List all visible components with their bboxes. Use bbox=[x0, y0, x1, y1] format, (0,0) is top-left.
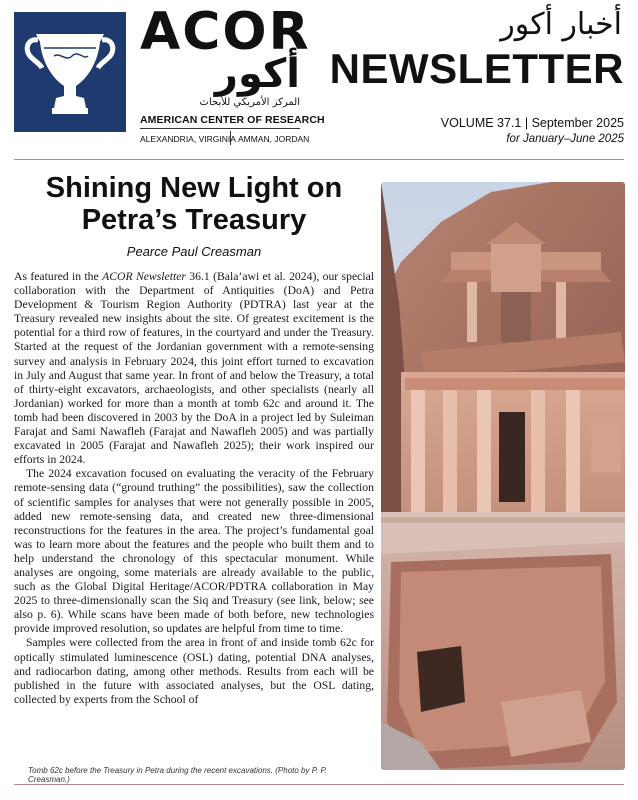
treasury-photo bbox=[381, 182, 625, 770]
article-author: Pearce Paul Creasman bbox=[126, 244, 262, 259]
newsletter-title: NEWSLETTER bbox=[329, 45, 624, 92]
greek-vase-icon bbox=[14, 12, 126, 132]
location-alexandria: ALEXANDRIA, VIRGINIA bbox=[140, 134, 236, 144]
period-info: for January–June 2025 bbox=[506, 133, 624, 145]
paragraph-3: Samples were collected from the area in front of and inside tomb 62c for optically stimulated luminescence (OSL) dating, potential DNA analyses, and radiocarbon dating, among other methods. Results from each will be published in the future with associated analyses, but the OSL dating, collected by experts from the School of bbox=[14, 636, 374, 706]
paragraph-2: The 2024 excavation focused on evaluating the veracity of the February remote-sensing data (“ground truthing” the possibilities), saw the collection of scientific samples for analyses that were not generally possible in 2005, added new remote-sensing data, and created new three-dimensional reconstructions for the features in the area. The project’s fundamental goal was to learn more about the features and the people who built them and to help understand the chronology of this spectacular monument. While analyses are ongoing, some materials are already available to the public, such as the Global Digital Heritage/ACOR/PDTRA collaboration in May 2025 to three-dimensionally scan the Siq and Treasury (see link, below; see also p. 6). While scans have been made of both before, new technologies provide improved resolution, so updates are helpful from time to time. bbox=[14, 467, 374, 636]
acor-logo[interactable] bbox=[14, 12, 126, 132]
location-divider bbox=[140, 128, 300, 129]
article-body bbox=[14, 270, 374, 745]
location-separator bbox=[230, 131, 231, 145]
location-amman: AMMAN, JORDAN bbox=[238, 134, 310, 144]
logo-wordmark-latin: ACOR bbox=[140, 2, 311, 62]
newsletter-citation: ACOR Newsletter bbox=[102, 270, 186, 283]
article-title bbox=[14, 172, 374, 236]
newsletter-title-arabic: أخبار أكور bbox=[500, 7, 622, 42]
paragraph-1: As featured in the ACOR Newsletter 36.1 (Bala’awi et al. 2024), our special collaboration with the Department of Antiquities (DoA) and Petra Development & Tourism Region Authority (PDTRA) last year at the Treasury revealed new insights about the site. Of greatest excitement is the potential for a third row of features, in the courtyard and under the Treasury. Started at the request of the Jordanian government with a remote-sensing survey and analysis in February 2024, this joint effort turned to excavation in July and August that same year. In front of and below the Treasury, a total of thirty-eight excavators, archaeologists, and other specialists (nearly all Jordanian) worked for more than a month at tomb 62c and around it. The tomb had been discovered in 2003 by the DoA in a project led by Suleiman Farajat and Sami Nawafleh (Farajat and Nawafleh 2005) and was partially excavated in 2005 (Farajat and Nawafleh 2025); their work inspired our efforts in 2024. bbox=[14, 270, 374, 467]
photo-caption: Tomb 62c before the Treasury in Petra during the recent excavations. (Photo by P. P. Creasman.) bbox=[28, 766, 327, 784]
article-title-line2: Petra’s Treasury bbox=[81, 204, 307, 236]
article-title-line1: Shining New Light on bbox=[45, 172, 343, 204]
org-name-arabic: المركز الأمريكي للأبحاث bbox=[199, 97, 300, 108]
org-name-english: AMERICAN CENTER OF RESEARCH bbox=[140, 114, 325, 126]
header-divider bbox=[14, 159, 624, 160]
footer-divider bbox=[14, 784, 624, 785]
volume-info: VOLUME 37.1 | September 2025 bbox=[440, 116, 624, 130]
logo-wordmark-arabic: أكور bbox=[214, 51, 300, 97]
